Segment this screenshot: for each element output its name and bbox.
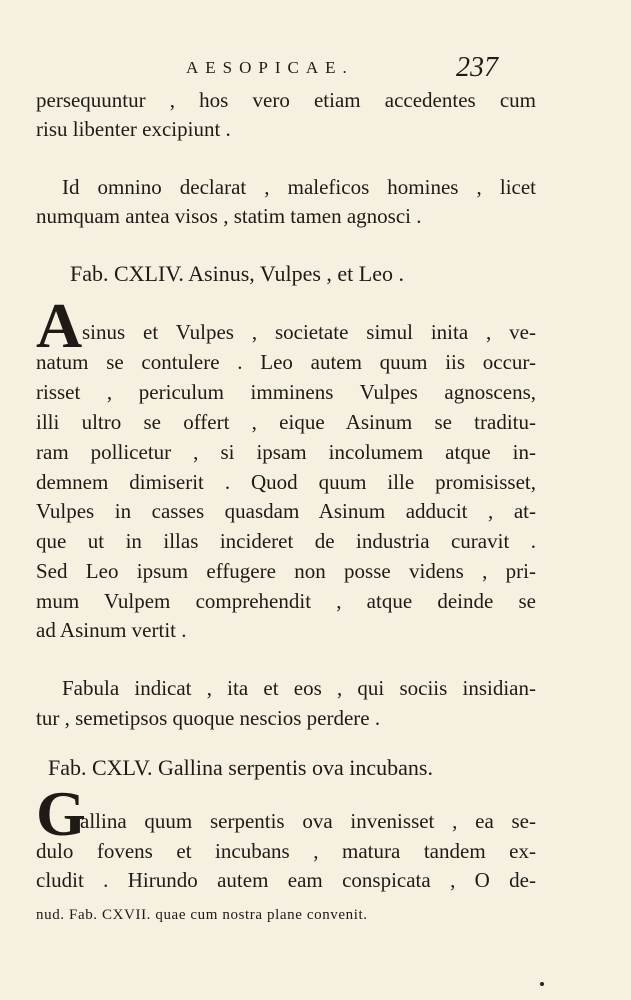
text-line: dulo fovens et incubans , matura tandem ex- bbox=[36, 839, 536, 863]
drop-cap: G bbox=[36, 778, 86, 849]
text-line: risset , periculum imminens Vulpes agnoscens, bbox=[36, 380, 536, 404]
footnote: nud. Fab. CXVII. quae cum nostra plane convenit. bbox=[36, 907, 368, 923]
text-line: Vulpes in casses quasdam Asinum adducit , at- bbox=[36, 499, 536, 523]
text-line: risu libenter excipiunt . bbox=[36, 117, 231, 141]
ink-speck bbox=[540, 982, 544, 986]
page-header bbox=[0, 52, 631, 86]
moral-line: tur , semetipsos quoque nescios perdere . bbox=[36, 706, 381, 730]
page-number: 237 bbox=[456, 52, 498, 83]
moral-line: Fabula indicat , ita et eos , qui sociis insidian- bbox=[62, 676, 536, 700]
text-line: sinus et Vulpes , societate simul inita , ve- bbox=[82, 320, 536, 344]
text-line: persequuntur , hos vero etiam accedentes cum bbox=[36, 88, 536, 112]
text-line: allina quum serpentis ova invenisset , ea se- bbox=[80, 809, 536, 833]
text-line: illi ultro se offert , eique Asinum se traditu- bbox=[36, 410, 536, 434]
moral-line: Id omnino declarat , maleficos homines , licet bbox=[62, 175, 536, 199]
text-line: mum Vulpem comprehendit , atque deinde se bbox=[36, 589, 536, 613]
text-line: cludit . Hirundo autem eam conspicata , O de- bbox=[36, 868, 536, 892]
text-line: que ut in illas incideret de industria curavit . bbox=[36, 529, 536, 553]
text-line: ad Asinum vertit . bbox=[36, 618, 187, 642]
text-line: demnem dimiserit . Quod quum ille promisisset, bbox=[36, 470, 536, 494]
running-head: AESOPICAE. bbox=[186, 58, 354, 77]
fable-heading: Fab. CXLV. Gallina serpentis ova incubans. bbox=[48, 755, 433, 780]
drop-cap: A bbox=[36, 290, 83, 361]
text-line: ram pollicetur , si ipsam incolumem atque in- bbox=[36, 440, 536, 464]
text-line: natum se contulere . Leo autem quum iis occur- bbox=[36, 350, 536, 374]
moral-line: numquam antea visos , statim tamen agnosci . bbox=[36, 204, 422, 228]
text-line: Sed Leo ipsum effugere non posse videns , pri- bbox=[36, 559, 536, 583]
fable-heading: Fab. CXLIV. Asinus, Vulpes , et Leo . bbox=[70, 261, 404, 286]
